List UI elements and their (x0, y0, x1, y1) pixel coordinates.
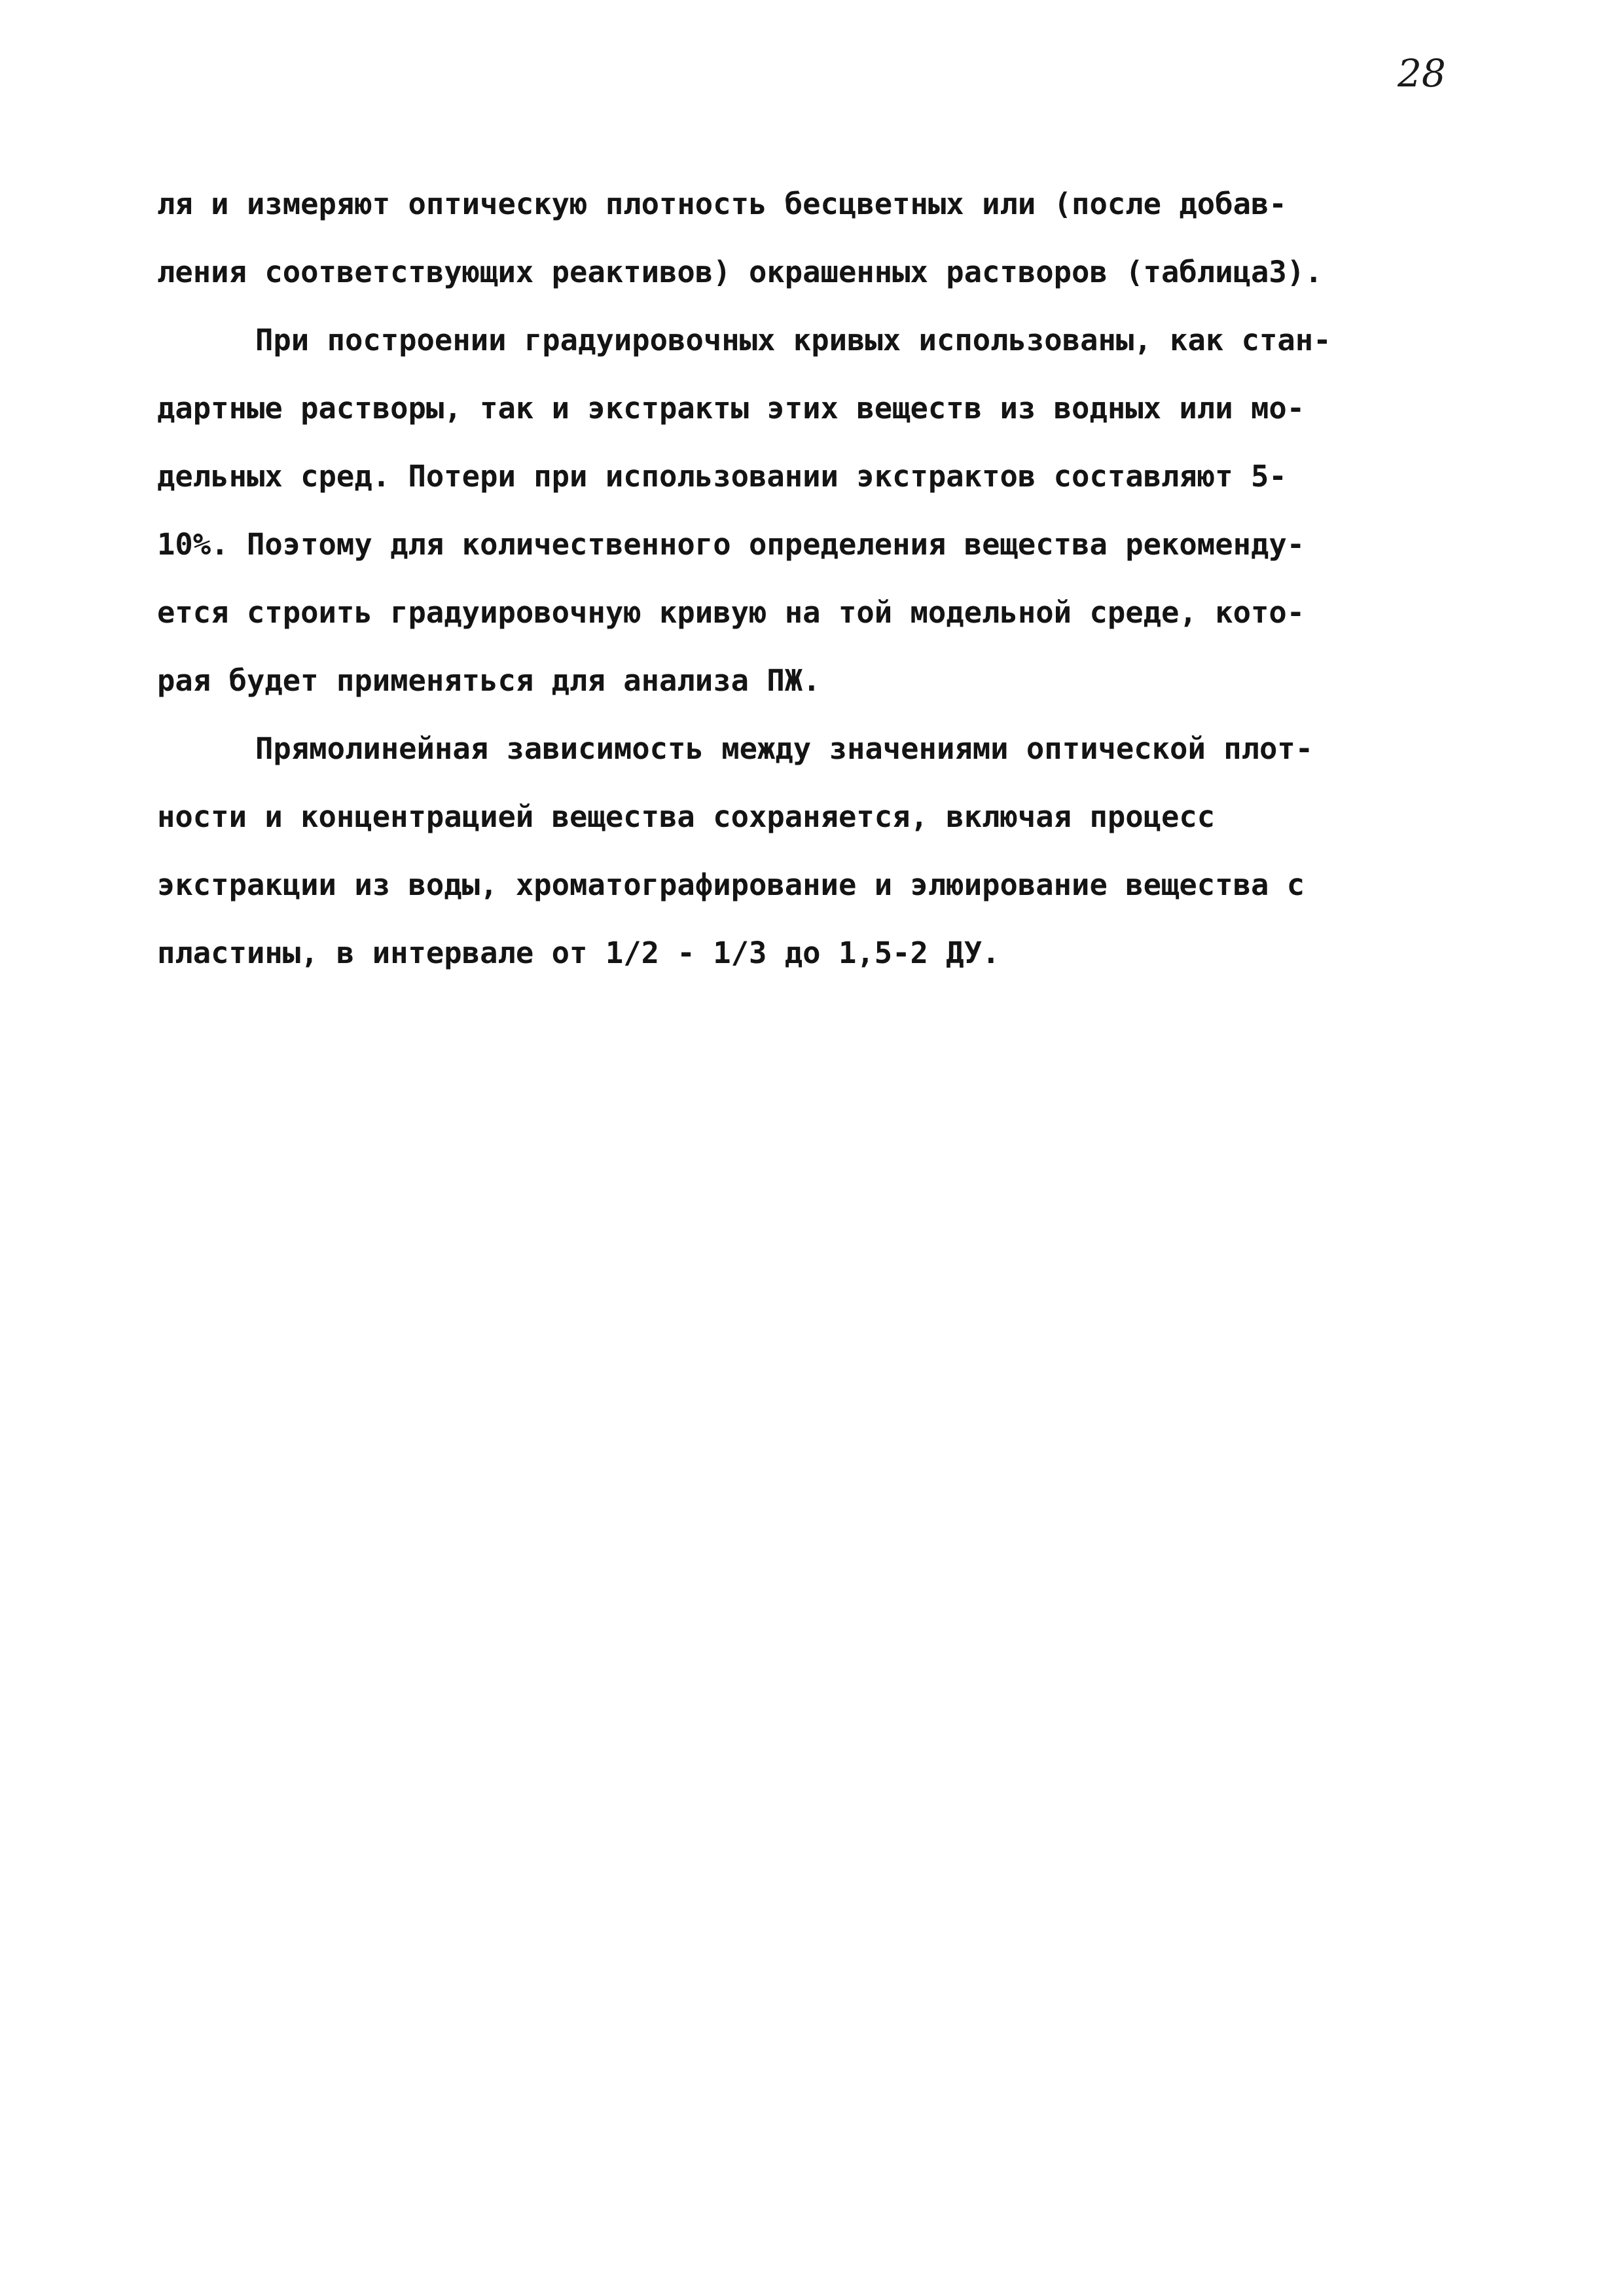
text-line: ности и концентрацией вещества сохраняется, включая процесс (157, 799, 1216, 834)
text-line: При построении градуировочных кривых использованы, как стан- (255, 323, 1331, 357)
paragraph-2 (157, 306, 1492, 715)
text-line: дельных сред. Потери при использовании экстрактов составляют 5- (157, 459, 1287, 494)
paragraph-1 (157, 170, 1492, 306)
paragraph-3 (157, 715, 1492, 987)
text-line: ления соответствующих реактивов) окрашенных растворов (таблица3). (157, 255, 1323, 289)
text-line: рая будет применяться для анализа ПЖ. (157, 663, 821, 698)
text-line: 10%. Поэтому для количественного определения вещества рекоменду- (157, 527, 1305, 562)
text-line: ля и измеряют оптическую плотность бесцветных или (после добав- (157, 187, 1287, 221)
text-line: ется строить градуировочную кривую на той модельной среде, кото- (157, 595, 1305, 630)
page-number: 28 (1398, 51, 1446, 96)
text-line: пластины, в интервале от 1/2 - 1/3 до 1,5-2 ДУ. (157, 936, 1000, 970)
text-line: Прямолинейная зависимость между значениями оптической плот- (255, 731, 1314, 766)
body-text (157, 170, 1492, 987)
text-line: дартные растворы, так и экстракты этих веществ из водных или мо- (157, 391, 1305, 426)
text-line: экстракции из воды, хроматографирование и элюирование вещества с (157, 867, 1305, 902)
